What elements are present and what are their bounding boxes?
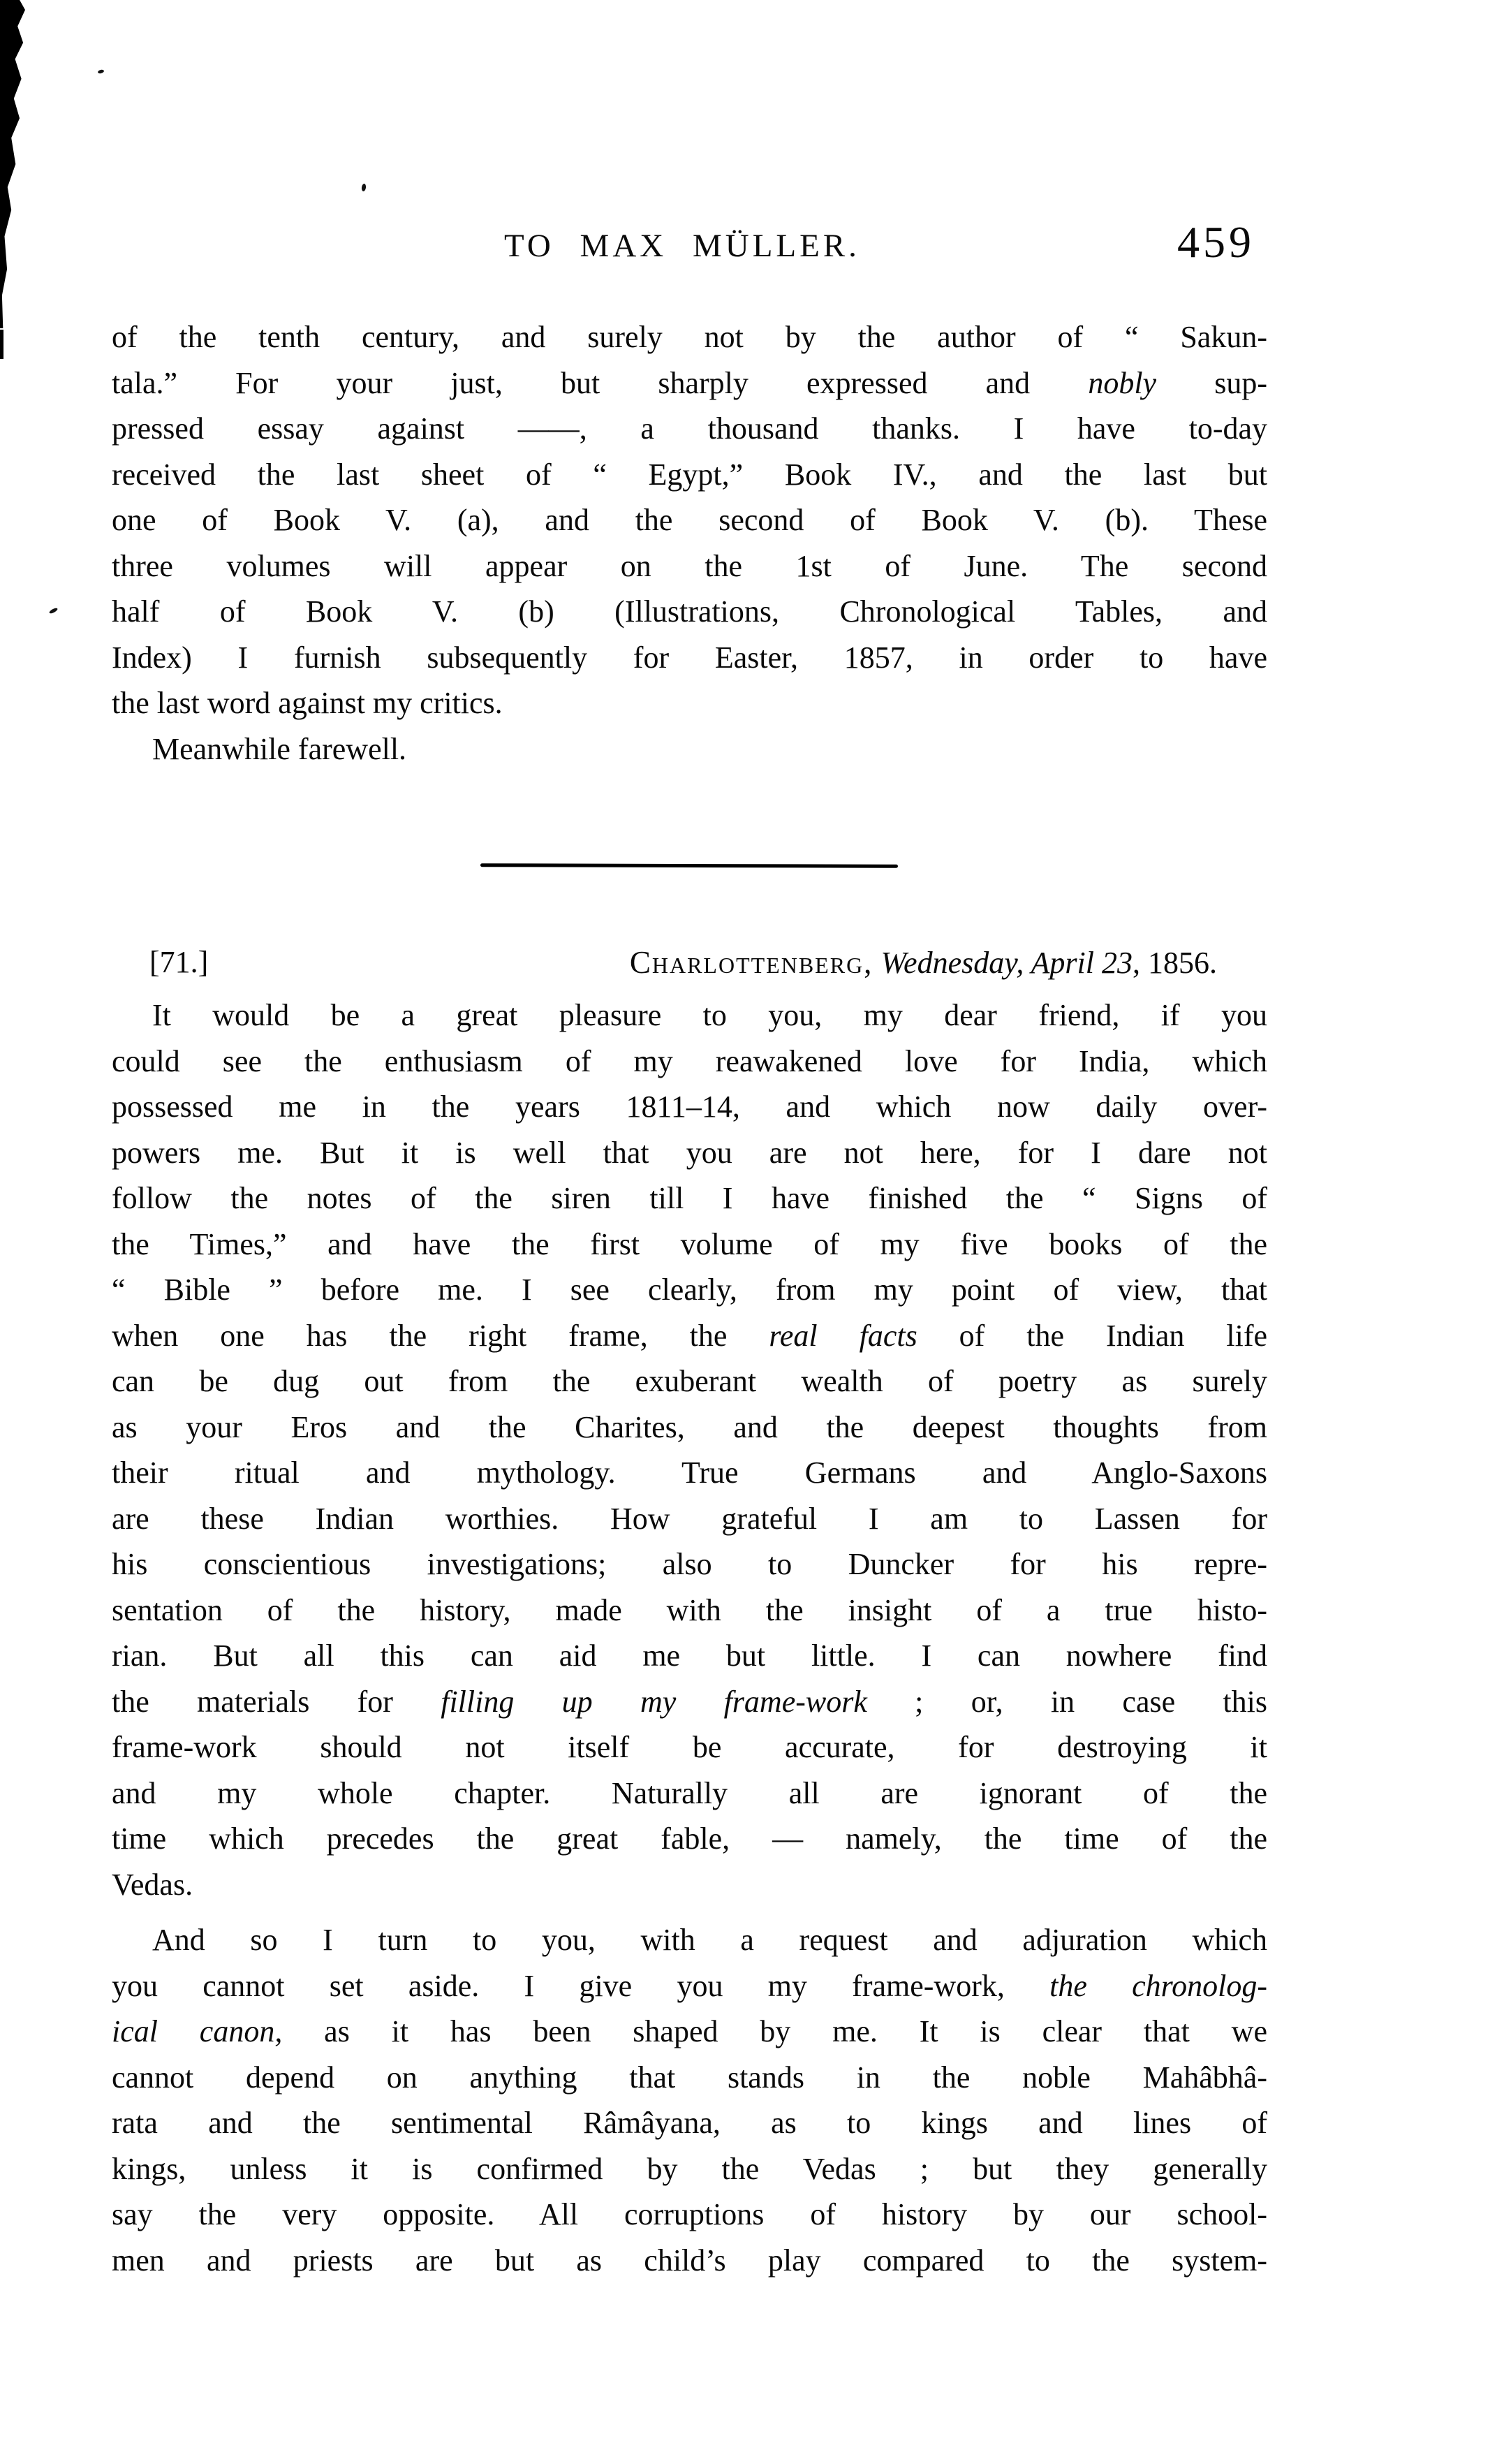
scan-edge-artifact: [0, 0, 25, 328]
text-run: rata and the sentimental Râmâyana, as to kings and lines of: [112, 2106, 1267, 2140]
text-line: [112, 1358, 1267, 1405]
scan-speck: [49, 607, 59, 615]
text-run: men and priests are but as child’s play compared to the system-: [112, 2243, 1267, 2278]
text-run: frame-work should not itself be accurate, for destroying it: [112, 1730, 1267, 1764]
letter-year: , 1856.: [1133, 946, 1217, 980]
section-divider-rule: [480, 863, 898, 868]
italic-run: nobly: [1088, 365, 1157, 400]
text-line: [112, 1541, 1267, 1587]
text-line: [112, 1039, 1267, 1085]
paragraph: [112, 1917, 1267, 2283]
text-line: [112, 2146, 1267, 2192]
letter-heading: [112, 939, 1267, 985]
text-run: three volumes will appear on the 1st of June. The second: [112, 548, 1267, 583]
text-run: And so I turn to you, with a request and adjuration which: [152, 1923, 1267, 1957]
text-run: sup-: [1156, 365, 1267, 400]
text-line: [112, 360, 1267, 406]
paragraph: [112, 992, 1267, 1907]
text-line: [112, 1175, 1267, 1222]
letter-dateline: [630, 939, 1217, 986]
text-run: as it has been shaped by me. It is clear that we: [282, 2014, 1267, 2048]
italic-run: the chronolog-: [1049, 1968, 1267, 2003]
text-run: sentation of the history, made with the insight of a true histo-: [112, 1592, 1267, 1627]
text-run: say the very opposite. All corruptions of history by our school-: [112, 2197, 1267, 2231]
scan-speck: [361, 184, 366, 192]
text-run: you cannot set aside. I give you my frame-work,: [112, 1968, 1050, 2003]
page-number: 459: [1177, 217, 1255, 267]
text-line: [112, 1313, 1267, 1359]
text-line: [112, 452, 1267, 498]
text-run: can be dug out from the exuberant wealth of poetry as surely: [112, 1364, 1267, 1398]
text-line: [112, 635, 1267, 681]
text-line: [112, 1450, 1267, 1496]
spacer: [873, 946, 880, 980]
text-line: [112, 1587, 1267, 1634]
text-run: could see the enthusiasm of my reawakened love for India, which: [112, 1043, 1267, 1078]
text-line: [112, 1633, 1267, 1679]
text-run: the Times,” and have the first volume of my five books of the: [112, 1226, 1267, 1261]
text-line: [112, 2100, 1267, 2146]
text-line: [112, 1724, 1267, 1770]
text-line: [112, 1770, 1267, 1817]
text-line: [112, 1679, 1267, 1725]
text-line: [112, 2009, 1267, 2055]
text-line: [112, 497, 1267, 543]
text-line: [112, 1405, 1267, 1451]
text-line: [112, 2192, 1267, 2238]
text-run: of the Indian life: [917, 1318, 1267, 1353]
text-run: half of Book V. (b) (Illustrations, Chronological Tables, and: [112, 594, 1267, 629]
text-run: as your Eros and the Charites, and the deepest thoughts from: [112, 1409, 1267, 1444]
text-run: are these Indian worthies. How grateful I am to Lassen for: [112, 1501, 1267, 1536]
italic-run: ical canon,: [112, 2014, 283, 2048]
text-run: rian. But all this can aid me but little. I can nowhere find: [112, 1638, 1267, 1673]
text-line: [112, 726, 1267, 772]
text-line: [112, 1917, 1267, 1963]
text-run: It would be a great pleasure to you, my dear friend, if you: [152, 998, 1267, 1032]
scan-edge-artifact-bit: [0, 330, 3, 359]
text-run: powers me. But it is well that you are not here, for I dare not: [112, 1135, 1267, 1170]
text-line: [112, 992, 1267, 1039]
text-line: [112, 1496, 1267, 1542]
text-run: his conscientious investigations; also to Duncker for his repre-: [112, 1547, 1267, 1581]
letter-date: Wednesday, April 23: [880, 946, 1133, 980]
text-line: [112, 543, 1267, 589]
text-run: the materials for: [112, 1684, 441, 1719]
text-run: one of Book V. (a), and the second of Book V. (b). These: [112, 503, 1267, 537]
text-run: Vedas.: [112, 1867, 193, 1902]
text-run: of the tenth century, and surely not by the author of “ Sakun-: [112, 320, 1267, 354]
paragraph: [112, 314, 1267, 772]
text-line: [112, 1267, 1267, 1313]
text-run: Index) I furnish subsequently for Easter, 1857, in order to have: [112, 640, 1267, 675]
text-line: [112, 406, 1267, 452]
text-run: cannot depend on anything that stands in the noble Mahâbhâ-: [112, 2060, 1267, 2095]
text-run: time which precedes the great fable, — namely, the time of the: [112, 1821, 1267, 1856]
text-run: kings, unless it is confirmed by the Vedas ; but they generally: [112, 2151, 1267, 2186]
text-line: [112, 314, 1267, 360]
text-run: and my whole chapter. Naturally all are ignorant of the: [112, 1775, 1267, 1810]
text-run: ; or, in case this: [867, 1684, 1268, 1719]
italic-run: real facts: [769, 1318, 917, 1353]
text-run: tala.” For your just, but sharply expressed and: [112, 365, 1089, 400]
italic-run: filling up my frame-work: [441, 1684, 867, 1719]
text-run: “ Bible ” before me. I see clearly, from my point of view, that: [112, 1273, 1267, 1307]
scan-speck: [98, 69, 105, 74]
text-line: [112, 1862, 1267, 1908]
text-run: follow the notes of the siren till I have finished the “ Signs of: [112, 1181, 1267, 1215]
letter-number: [71.]: [149, 945, 209, 979]
text-run: the last word against my critics.: [112, 686, 503, 720]
text-run: their ritual and mythology. True Germans and Anglo-Saxons: [112, 1455, 1267, 1490]
text-line: [112, 589, 1267, 635]
text-line: [112, 1963, 1267, 2009]
text-line: [112, 680, 1267, 726]
text-line: [112, 1222, 1267, 1268]
text-line: [112, 1816, 1267, 1862]
text-line: [112, 2238, 1267, 2284]
letter-place: Charlottenberg,: [629, 945, 873, 980]
text-line: [112, 1130, 1267, 1176]
running-header-title: TO MAX MÜLLER.: [504, 228, 860, 264]
text-line: [112, 1084, 1267, 1130]
text-run: pressed essay against ——, a thousand thanks. I have to-day: [112, 411, 1267, 446]
text-run: when one has the right frame, the: [112, 1318, 769, 1353]
text-run: Meanwhile farewell.: [152, 731, 407, 766]
text-run: possessed me in the years 1811–14, and which now daily over-: [112, 1090, 1267, 1124]
text-run: received the last sheet of “ Egypt,” Book IV., and the last but: [112, 457, 1267, 492]
text-line: [112, 2055, 1267, 2101]
